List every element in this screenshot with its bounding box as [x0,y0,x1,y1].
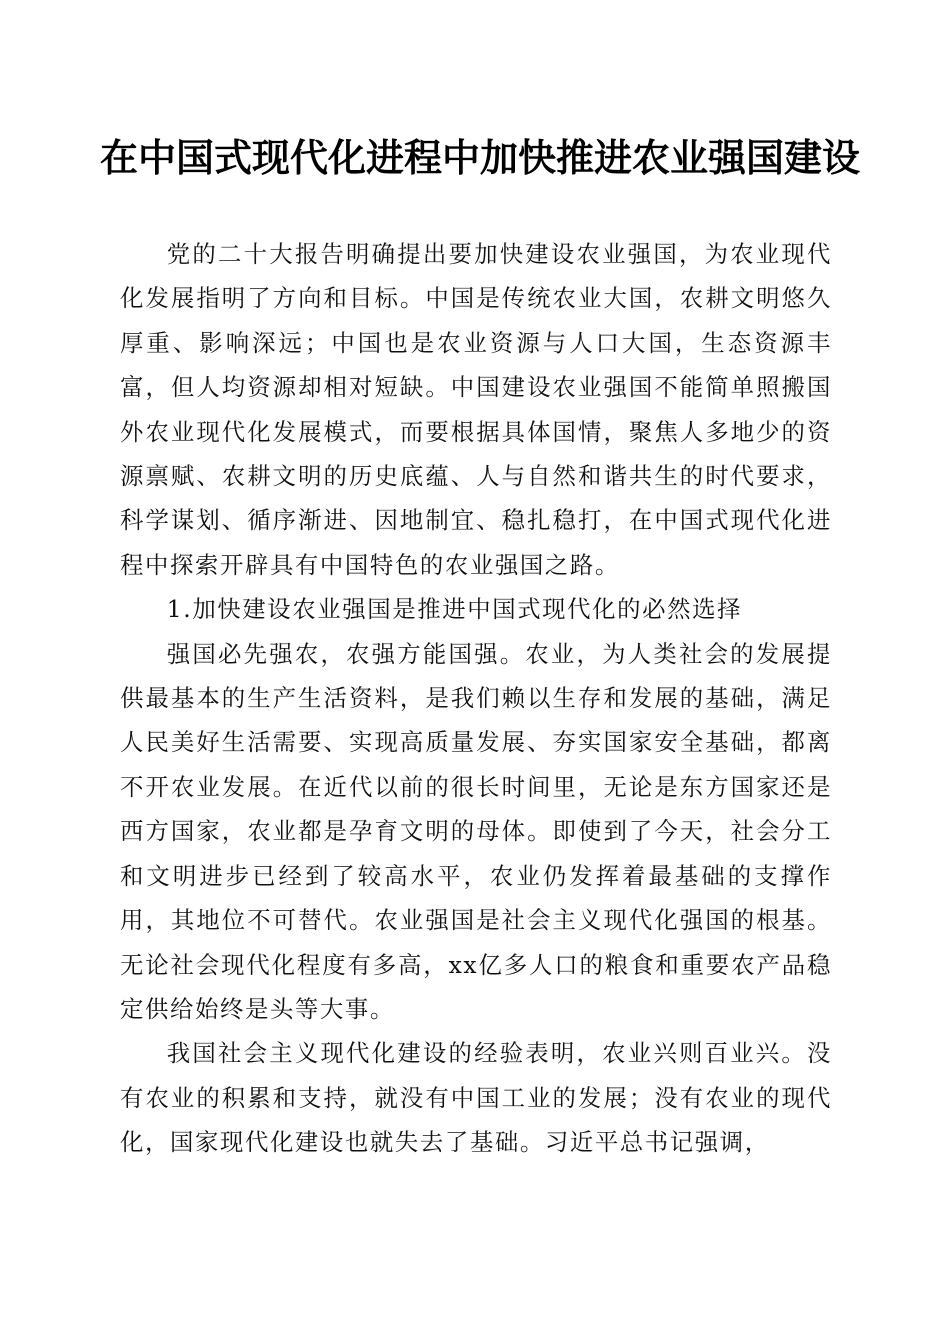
paragraph-intro: 党的二十大报告明确提出要加快建设农业强国，为农业现代化发展指明了方向和目标。中国是传统农业大国，农耕文明悠久厚重、影响深远；中国也是农业资源与人口大国，生态资源丰富，但人均资源却相对短缺。中国建设农业强国不能简单照搬国外农业现代化发展模式，而要根据具体国情，聚焦人多地少的资源禀赋、农耕文明的历史底蕴、人与自然和谐共生的时代要求，科学谋划、循序渐进、因地制宜、稳扎稳打，在中国式现代化进程中探索开辟具有中国特色的农业强国之路。 [120,240,832,579]
paragraph-modernization-experience: 我国社会主义现代化建设的经验表明，农业兴则百业兴。没有农业的积累和支持，就没有中国工业的发展；没有农业的现代化，国家现代化建设也就失去了基础。习近平总书记强调， [120,1039,832,1157]
section-heading-1: 1.加快建设农业强国是推进中国式现代化的必然选择 [166,595,743,624]
document-body [120,232,832,1165]
document-title: 在中国式现代化进程中加快推进农业强国建设 [100,135,861,180]
paragraph-strong-agriculture: 强国必先强农，农强方能国强。农业，为人类社会的发展提供最基本的生产生活资料，是我们赖以生存和发展的基础，满足人民美好生活需要、实现高质量发展、夯实国家安全基础，都离不开农业发展。在近代以前的很长时间里，无论是东方国家还是西方国家，农业都是孕育文明的母体。即使到了今天，社会分工和文明进步已经到了较高水平，农业仍发挥着最基础的支撑作用，其地位不可替代。农业强国是社会主义现代化强国的根基。无论社会现代化程度有多高，xx亿多人口的粮食和重要农产品稳定供给始终是头等大事。 [120,639,832,1023]
